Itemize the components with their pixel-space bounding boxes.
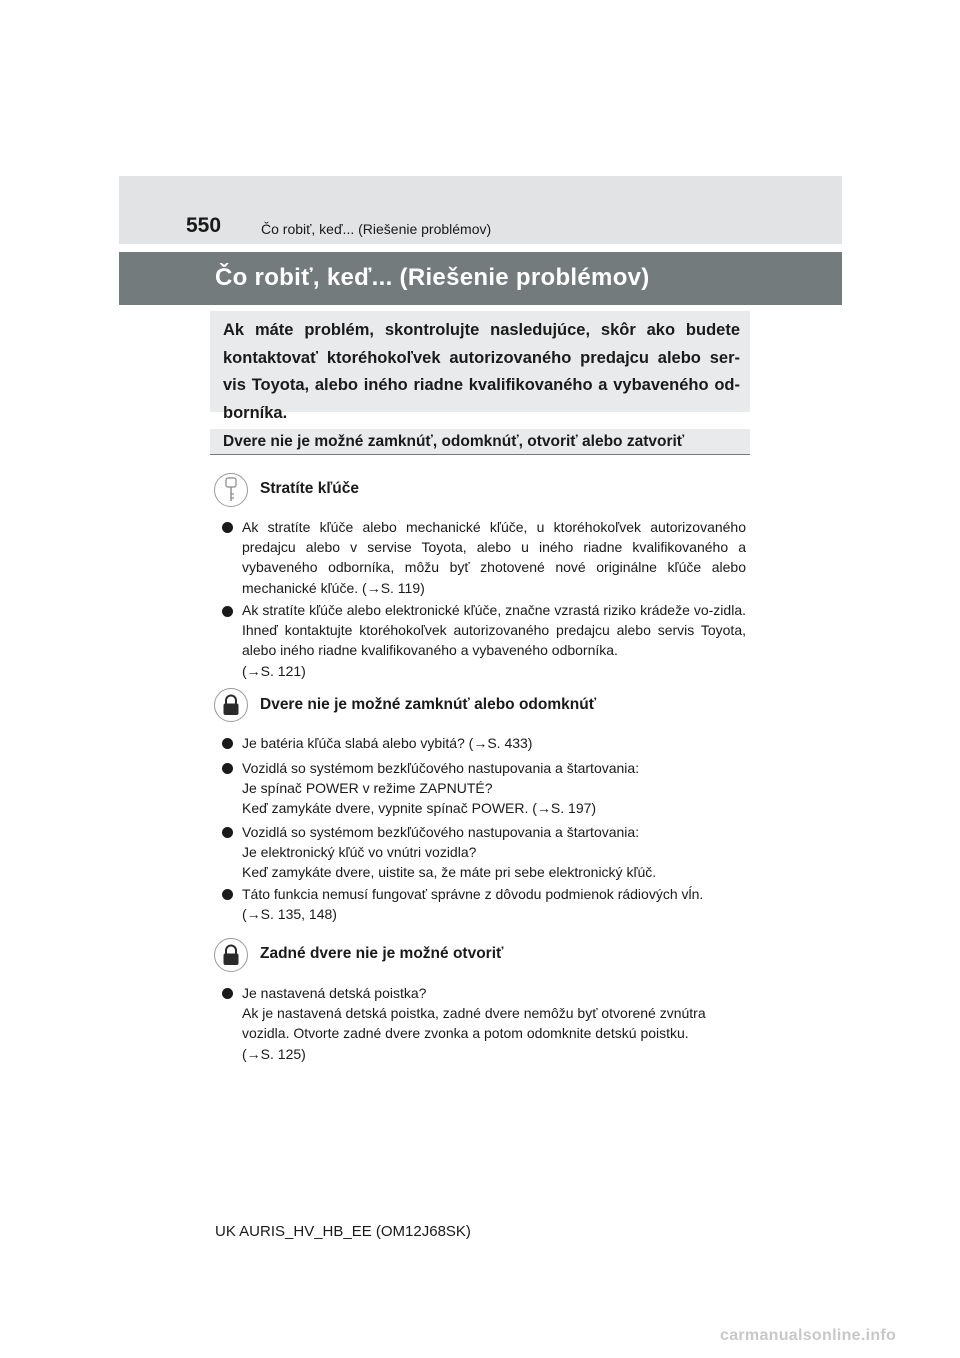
- watermark: carmanualsonline.info: [720, 1327, 897, 1344]
- lock-icon: [214, 938, 248, 972]
- subsection-heading-lost-keys: Stratíte kľúče: [260, 480, 360, 497]
- list-item: Táto funkcia nemusí fungovať správne z dôvodu podmienok rádiových vĺn. (→S. 135, 148): [242, 886, 704, 923]
- list-item: Je batéria kľúča slabá alebo vybitá? (→S. 433): [242, 735, 533, 751]
- list-item: Vozidlá so systémom bezkľúčového nastupovania a štartovania: Je spínač POWER v režime ZAPNUTÉ? Keď zamykáte dvere, vypnite spínač POWER. (→S. 197): [242, 760, 640, 817]
- list-item: Je nastavená detská poistka? Ak je nastavená detská poistka, zadné dvere nemôžu byť otvorené zvnútra vozidla. Otvorte zadné dvere zvonka a potom odomknite detskú poistku. (→S. 125): [242, 985, 706, 1062]
- bullet-marker: [222, 827, 233, 838]
- lock-icon: [214, 688, 248, 722]
- bullet-marker: [222, 606, 233, 617]
- bullet-marker: [222, 522, 233, 533]
- page-title: Čo robiť, keď... (Riešenie problémov): [215, 264, 650, 291]
- bullet-marker: [222, 763, 233, 774]
- intro-box: [210, 311, 750, 422]
- section-heading: Dvere nie je možné zamknúť, odomknúť, otvoriť alebo zatvoriť: [210, 429, 750, 455]
- subsection-heading-rear-doors: Zadné dvere nie je možné otvoriť: [260, 945, 504, 962]
- subsection-heading-doors-lock: Dvere nie je možné zamknúť alebo odomknúť: [260, 696, 597, 713]
- intro-text: Ak máte problém, skontrolujte nasledujúce, skôr ako budete kontaktovať ktoréhokoľvek autorizovaného predajcu alebo ser-vis Toyota, alebo iného riadne kvalifikovaného a vybaveného od-borníka.: [223, 321, 740, 422]
- list-item: Vozidlá so systémom bezkľúčového nastupovania a štartovania: Je elektronický kľúč vo vnútri vozidla? Keď zamykáte dvere, uistite sa, že máte pri sebe elektronický kľúč.: [242, 824, 657, 881]
- page-number: 550: [186, 214, 222, 237]
- list-item: Ak stratíte kľúče alebo elektronické kľúče, značne vzrastá riziko krádeže vo-zidla. Ihneď kontaktujte ktoréhokoľvek autorizovaného predajcu alebo servis Toyota, alebo iného riadne kvalifikovaného a vybaveného odborníka. (→S. 121): [242, 602, 746, 679]
- bullet-marker: [222, 889, 233, 900]
- footer-model-code: UK AURIS_HV_HB_EE (OM12J68SK): [215, 1223, 471, 1240]
- bullet-marker: [222, 738, 233, 749]
- running-head: Čo robiť, keď... (Riešenie problémov): [261, 221, 492, 237]
- list-item: Ak stratíte kľúče alebo mechanické kľúče, u ktoréhokoľvek autorizovaného predajcu alebo v servise Toyota, alebo u iného riadne kvalifikovaného a vybaveného odborníka, môžu byť zhotovené nové originálne kľúče alebo mechanické kľúče. (→S. 119): [242, 519, 746, 596]
- bullet-marker: [222, 988, 233, 999]
- key-icon: [214, 473, 248, 507]
